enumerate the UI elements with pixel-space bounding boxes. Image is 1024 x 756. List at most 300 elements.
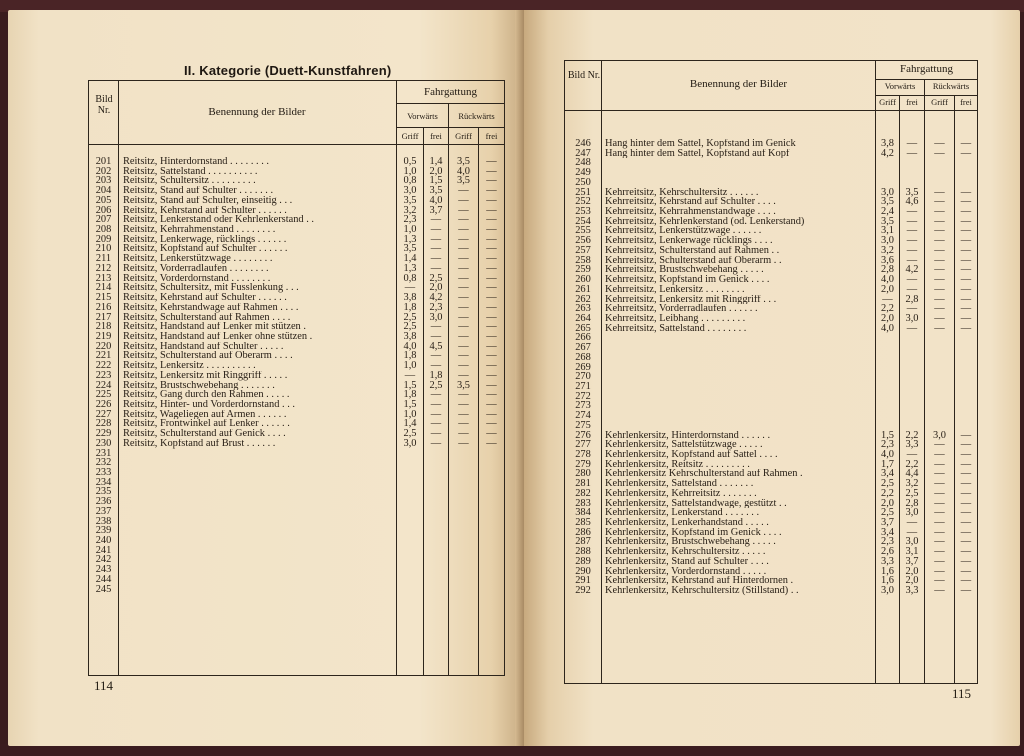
vorwaerts-frei-cell: 3,0 [905, 537, 919, 548]
vorwaerts-griff-cell: 2,3 [881, 440, 894, 450]
rueckwaerts-griff-cell: — [458, 293, 469, 303]
bild-name-cell: Reitsitz, Wageliegen auf Armen . . . . . . [123, 409, 287, 420]
vorwaerts-frei-cell: 3,7 [905, 556, 919, 567]
bild-name-cell: Hang hinter dem Sattel, Kopfstand auf Kopf [605, 148, 790, 159]
bild-name-cell: Kehrlenkersitz, Vorderdornstand . . . . . [605, 566, 767, 577]
vorwaerts-frei-cell: — [906, 216, 918, 227]
vorwaerts-griff-cell: 3,5 [403, 195, 417, 206]
bild-number-cell: 283 [575, 498, 591, 509]
vorwaerts-griff-cell: 3,4 [881, 527, 894, 538]
bild-number-cell: 230 [95, 438, 112, 449]
rueckwaerts-griff-cell: — [458, 244, 469, 255]
rueckwaerts-frei-column [955, 139, 977, 596]
bild-number-cell: 262 [575, 294, 591, 305]
bild-number-cell: 201 [95, 157, 112, 167]
bild-name-cell: Reitsitz, Kehrrahmenstand . . . . . . . . [123, 225, 276, 235]
bild-name-cell: Kehrlenkersitz, Kehrreitsitz . . . . . . . [605, 488, 757, 499]
bild-name-cell: Reitsitz, Handstand auf Schulter . . . . . [123, 341, 284, 352]
rueckwaerts-frei-cell: — [486, 244, 497, 255]
bild-number-cell: 280 [575, 469, 591, 480]
rueckwaerts-frei-cell [955, 401, 977, 411]
griff-header: Griff [455, 131, 472, 141]
vorwaerts-frei-cell: — [430, 263, 442, 274]
vorwaerts-griff-cell [876, 353, 899, 363]
bild-name-cell [605, 372, 873, 382]
bild-number-cell: 245 [95, 584, 112, 595]
rueckwaerts-frei-cell: — [486, 409, 497, 420]
bild-number-cell: 226 [95, 399, 112, 410]
rueckwaerts-frei-cell [955, 333, 977, 343]
rueckwaerts-frei-cell: — [486, 331, 497, 342]
vorwaerts-griff-cell [876, 401, 899, 411]
bild-name-cell: Kehrlenkersitz, Brustschwebehang . . . . . [605, 537, 776, 548]
bild-name-cell [605, 343, 873, 353]
bild-name-column [123, 157, 393, 449]
rueckwaerts-griff-cell: — [458, 438, 469, 449]
bild-number-cell: 225 [95, 390, 112, 400]
bild-number-cell: 246 [575, 139, 591, 149]
bild-name-cell: Reitsitz, Schultersitz . . . . . . . . . [123, 176, 256, 187]
benennung-header: Benennung der Bilder [689, 78, 788, 90]
vorwaerts-griff-cell [876, 421, 899, 431]
vorwaerts-frei-cell [900, 178, 924, 188]
rueckwaerts-griff-cell: — [934, 440, 945, 450]
bild-number-cell: 220 [95, 341, 112, 352]
vorwaerts-griff-cell: 3,2 [403, 205, 417, 216]
vorwaerts-griff-cell: 0,8 [403, 176, 417, 187]
bild-number-cell: 290 [575, 566, 591, 577]
bild-number-cell: 206 [95, 205, 112, 216]
vorwaerts-frei-cell [900, 401, 924, 411]
rueckwaerts-frei-cell: — [960, 236, 972, 246]
bild-number-cell: 260 [575, 275, 591, 285]
vorwaerts-griff-column [876, 139, 899, 596]
vorwaerts-griff-cell: 1,4 [403, 254, 417, 264]
rueckwaerts-frei-cell [955, 158, 977, 168]
rueckwaerts-frei-cell: — [486, 429, 497, 439]
fahrgattung-header: Fahrgattung [424, 86, 477, 98]
vorwaerts-griff-cell: 3,1 [881, 226, 894, 237]
bild-number-cell: 273 [575, 401, 591, 412]
bild-name-cell: Kehrlenkersitz, Lenkerhandstand . . . . . [605, 518, 769, 528]
bild-number-cell: 274 [575, 411, 591, 421]
bild-number-cell: 221 [95, 351, 112, 362]
rueckwaerts-frei-cell: — [486, 157, 497, 167]
vorwaerts-griff-cell: 1,5 [881, 430, 894, 441]
rueckwaerts-griff-cell: — [458, 341, 469, 352]
bild-name-cell: Kehrreitsitz, Lenkerwage rücklings . . . . [605, 236, 773, 246]
rueckwaerts-frei-cell: — [960, 294, 972, 305]
rueckwaerts-griff-cell: — [934, 469, 945, 480]
vorwaerts-frei-cell: — [906, 148, 918, 159]
vorwaerts-frei-cell: 3,7 [429, 205, 443, 216]
rueckwaerts-griff-cell: — [934, 294, 945, 305]
vorwaerts-frei-cell [900, 421, 924, 431]
rueckwaerts-griff-cell: — [934, 459, 945, 470]
rueckwaerts-frei-cell: — [486, 438, 497, 449]
vorwaerts-griff-cell [876, 411, 899, 421]
bild-number-cell: 236 [95, 497, 112, 507]
bild-name-cell: Kehrreitsitz, Leibhang . . . . . . . . . [605, 313, 746, 324]
vorwaerts-frei-cell: 4,5 [429, 341, 443, 352]
vorwaerts-frei-cell: — [430, 429, 442, 439]
bild-name-cell: Reitsitz, Lenkersitz . . . . . . . . . . [123, 361, 256, 371]
rueckwaerts-frei-cell: — [486, 302, 497, 313]
bild-number-cell: 286 [575, 527, 591, 538]
bild-name-cell: Reitsitz, Sattelstand . . . . . . . . . . [123, 166, 258, 177]
vorwaerts-frei-cell: 1,8 [429, 370, 443, 381]
vorwaerts-griff-cell: 0,5 [403, 157, 417, 167]
benennung-header: Benennung der Bilder [208, 106, 306, 118]
vorwaerts-griff-cell: 2,0 [881, 498, 894, 509]
page-number-right: 115 [952, 686, 972, 701]
bild-name-cell: Kehrreitsitz, Kehrlenkerstand (od. Lenkerstand) [605, 216, 805, 227]
left-table [88, 80, 505, 676]
rueckwaerts-frei-cell: — [960, 207, 972, 217]
rueckwaerts-frei-cell: — [486, 390, 497, 400]
vorwaerts-griff-cell: 1,7 [881, 459, 894, 470]
vorwaerts-frei-cell: — [430, 438, 442, 449]
vorwaerts-frei-cell: — [906, 518, 918, 528]
rueckwaerts-frei-cell: — [960, 498, 972, 509]
rueckwaerts-frei-cell: — [960, 187, 972, 198]
rueckwaerts-griff-cell: — [458, 195, 469, 206]
rueckwaerts-frei-cell: — [486, 370, 497, 381]
vorwaerts-griff-cell: 2,5 [881, 508, 894, 519]
bild-name-cell: Reitsitz, Gang durch den Rahmen . . . . . [123, 390, 290, 400]
bild-number-cell: 217 [95, 312, 112, 323]
vorwaerts-griff-cell: 2,6 [881, 547, 894, 557]
fahrgattung-header: Fahrgattung [900, 63, 953, 75]
vorwaerts-frei-cell: 4,2 [905, 265, 919, 276]
rueckwaerts-frei-cell: — [960, 508, 972, 519]
rueckwaerts-griff-cell [925, 343, 954, 353]
bild-nr-header: Bild Nr. [567, 70, 601, 81]
bild-number-cell: 259 [575, 265, 591, 276]
griff-header: Griff [401, 131, 419, 141]
rueckwaerts-frei-cell: — [486, 361, 497, 371]
rueckwaerts-frei-cell [955, 392, 977, 402]
rueckwaerts-frei-cell: — [486, 351, 497, 362]
rueckwaerts-griff-cell: — [934, 236, 945, 246]
vorwaerts-griff-cell: — [404, 370, 416, 381]
vorwaerts-griff-cell: 3,7 [881, 518, 894, 528]
rueckwaerts-griff-cell: — [458, 215, 469, 226]
bild-name-cell: Kehrreitsitz, Sattelstand . . . . . . . . [605, 323, 747, 334]
vorwaerts-griff-cell [876, 333, 899, 343]
bild-name-cell: Reitsitz, Lenkerstand oder Kehrlenkerstand . . [123, 215, 315, 226]
vorwaerts-frei-cell: 3,1 [905, 547, 919, 557]
vorwaerts-frei-cell: — [906, 527, 918, 538]
rueckwaerts-griff-cell: — [934, 479, 945, 489]
rueckwaerts-frei-cell: — [486, 341, 497, 352]
bild-number-cell: 255 [575, 226, 591, 237]
rueckwaerts-frei-cell: — [960, 556, 972, 567]
rueckwaerts-frei-cell: — [486, 380, 497, 391]
vorwaerts-frei-cell: 1,5 [429, 176, 443, 187]
rueckwaerts-frei-cell: — [960, 226, 972, 237]
rueckwaerts-griff-cell: — [934, 537, 945, 548]
rueckwaerts-frei-cell: — [960, 284, 972, 295]
vorwaerts-griff-cell: 2,8 [881, 265, 894, 276]
vorwaerts-frei-cell: — [430, 254, 442, 264]
bild-number-cell: 256 [575, 236, 591, 246]
rueckwaerts-frei-cell: — [960, 469, 972, 480]
vorwaerts-frei-cell: — [430, 419, 442, 430]
vorwaerts-griff-cell: 4,0 [881, 323, 894, 334]
rueckwaerts-frei-cell: — [960, 323, 972, 334]
rueckwaerts-griff-cell: — [458, 390, 469, 400]
bild-name-cell: Kehrlenkersitz, Reitsitz . . . . . . . . . [605, 459, 750, 470]
vorwaerts-frei-cell: — [906, 304, 918, 314]
right-page [524, 10, 1020, 746]
bild-name-cell: Kehrreitsitz, Vorderradlaufen . . . . . . [605, 304, 758, 314]
bild-name-cell: Reitsitz, Kehrstand auf Schulter . . . . . . [123, 293, 287, 303]
rueckwaerts-frei-cell: — [486, 205, 497, 216]
rueckwaerts-griff-cell [925, 372, 954, 382]
rueckwaerts-frei-cell: — [960, 479, 972, 489]
rueckwaerts-griff-cell: — [458, 225, 469, 235]
vorwaerts-frei-cell: — [430, 361, 442, 371]
bild-number-cell: 288 [575, 547, 591, 557]
bild-number-cell: 223 [95, 370, 112, 381]
bild-name-cell: Reitsitz, Stand auf Schulter, einseitig . . . [123, 195, 293, 206]
vorwaerts-griff-cell [876, 178, 899, 188]
rueckwaerts-frei-cell [955, 421, 977, 431]
rueckwaerts-frei-cell: — [486, 263, 497, 274]
vorwaerts-frei-column [424, 157, 448, 449]
bild-number-cell: 264 [575, 313, 591, 324]
rueckwaerts-griff-cell: — [934, 518, 945, 528]
vorwaerts-frei-cell [900, 382, 924, 392]
bild-number-cell: 210 [95, 244, 112, 255]
vorwaerts-frei-cell [900, 411, 924, 421]
vorwaerts-frei-cell: 2,0 [429, 166, 443, 177]
rueckwaerts-griff-cell: — [934, 547, 945, 557]
bild-name-cell: Reitsitz, Hinter- und Vorderdornstand . . . [123, 399, 295, 410]
bild-number-cell: 211 [95, 254, 112, 264]
rueckwaerts-frei-cell [955, 178, 977, 188]
rueckwaerts-griff-cell: — [934, 207, 945, 217]
rueckwaerts-frei-cell: — [960, 440, 972, 450]
bild-name-cell [605, 363, 873, 373]
vorwaerts-griff-cell: 2,2 [881, 488, 894, 499]
rueckwaerts-griff-cell: — [934, 304, 945, 314]
bild-name-cell [605, 392, 873, 402]
bild-number-cell: 253 [575, 207, 591, 217]
bild-number-cell: 228 [95, 419, 112, 430]
rueckwaerts-griff-cell: 4,0 [457, 166, 470, 177]
bild-name-cell [605, 411, 873, 421]
rueckwaerts-griff-cell: — [934, 498, 945, 509]
bild-name-cell: Hang hinter dem Sattel, Kopfstand im Genick [605, 139, 796, 149]
vorwaerts-griff-cell: 1,0 [403, 225, 417, 235]
rueckwaerts-griff-cell: — [458, 312, 469, 323]
vorwaerts-griff-cell: 2,4 [881, 207, 894, 217]
vorwaerts-griff-cell: 3,5 [403, 244, 417, 255]
bild-name-cell: Reitsitz, Hinterdornstand . . . . . . . . [123, 157, 270, 167]
vorwaerts-griff-cell [876, 168, 899, 178]
bild-number-cell: 248 [575, 158, 591, 169]
bild-number-cell: 275 [575, 420, 591, 431]
vorwaerts-frei-cell: — [430, 399, 442, 410]
vorwaerts-griff-cell: 4,2 [881, 148, 894, 159]
vorwaerts-frei-cell: 2,2 [905, 459, 919, 470]
vorwaerts-frei-cell: 3,5 [905, 187, 919, 198]
rueckwaerts-griff-cell: 3,0 [933, 430, 946, 441]
bild-number-cell: 278 [575, 450, 591, 460]
rueckwaerts-frei-cell: — [486, 322, 497, 332]
rueckwaerts-griff-cell [925, 178, 954, 188]
vorwaerts-frei-cell: 4,4 [905, 469, 919, 480]
vorwaerts-header: Vorwärts [407, 111, 438, 121]
bild-number-cell: 269 [575, 362, 591, 373]
bild-name-cell [605, 158, 873, 168]
vorwaerts-frei-cell: 4,6 [905, 197, 919, 208]
bild-name-cell: Kehrreitsitz, Kopfstand im Genick . . . . [605, 275, 770, 285]
rueckwaerts-griff-cell [925, 411, 954, 421]
rueckwaerts-griff-cell: — [934, 313, 945, 324]
vorwaerts-griff-cell [876, 363, 899, 373]
rueckwaerts-frei-cell [955, 382, 977, 392]
vorwaerts-griff-cell: 3,4 [881, 469, 894, 480]
bild-name-cell: Kehrreitsitz, Lenkerstützwage . . . . . . [605, 226, 762, 237]
rueckwaerts-griff-cell: — [458, 419, 469, 430]
rueckwaerts-frei-cell: — [486, 273, 497, 284]
rueckwaerts-frei-cell: — [960, 547, 972, 557]
vorwaerts-frei-cell: 3,5 [429, 186, 443, 196]
bild-number-cell: 205 [95, 195, 112, 206]
rueckwaerts-frei-cell: — [486, 225, 497, 235]
rueckwaerts-frei-cell: — [486, 254, 497, 264]
rueckwaerts-frei-cell: — [486, 186, 497, 196]
vorwaerts-frei-cell: — [430, 234, 442, 245]
rueckwaerts-frei-cell: — [960, 313, 972, 324]
vorwaerts-griff-cell: 2,5 [403, 312, 417, 323]
bild-number-cell: 203 [95, 176, 112, 187]
bild-name-cell: Kehrlenkersitz, Sattelstützwage . . . . . [605, 440, 763, 450]
rueckwaerts-frei-cell: — [960, 527, 972, 538]
bild-name-cell: Reitsitz, Stand auf Schulter . . . . . . . [123, 186, 274, 196]
bild-number-cell: 272 [575, 391, 591, 402]
bild-number-cell: 281 [575, 479, 591, 489]
rueckwaerts-griff-cell [925, 353, 954, 363]
bild-name-cell: Reitsitz, Lenkerstützwage . . . . . . . . [123, 254, 273, 264]
right-table [564, 60, 978, 684]
rueckwaerts-header: Rückwärts [932, 81, 970, 91]
rueckwaerts-griff-column [449, 157, 478, 449]
vorwaerts-frei-cell: — [906, 236, 918, 246]
vorwaerts-griff-cell: 1,6 [881, 566, 894, 577]
vorwaerts-frei-cell [900, 392, 924, 402]
rueckwaerts-griff-column [925, 139, 954, 596]
vorwaerts-griff-cell: 3,2 [881, 245, 894, 256]
bild-number-cell: 267 [575, 343, 591, 353]
rueckwaerts-griff-cell [925, 392, 954, 402]
rueckwaerts-griff-cell: — [934, 323, 945, 334]
bild-number-cell: 208 [95, 225, 112, 235]
rueckwaerts-frei-cell: — [960, 576, 972, 587]
bild-number-cell: 240 [95, 536, 112, 546]
rueckwaerts-frei-cell [955, 168, 977, 178]
bild-name-column [605, 139, 873, 596]
rueckwaerts-griff-cell: — [934, 566, 945, 577]
bild-name-cell [605, 401, 873, 411]
bild-number-cell: 291 [575, 576, 591, 587]
bild-number-cell: 238 [95, 516, 112, 527]
bild-number-cell: 218 [95, 322, 112, 332]
rueckwaerts-frei-cell: — [960, 139, 972, 149]
vorwaerts-frei-cell: 2,8 [905, 498, 919, 509]
rueckwaerts-frei-cell: — [960, 488, 972, 499]
vorwaerts-frei-cell: — [906, 323, 918, 334]
vorwaerts-griff-cell: 3,5 [881, 197, 894, 208]
frei-header: frei [430, 131, 442, 141]
rueckwaerts-frei-column [479, 157, 504, 449]
vorwaerts-griff-cell: 1,8 [403, 390, 417, 400]
bild-name-cell: Reitsitz, Kopfstand auf Brust . . . . . . [123, 438, 276, 449]
rueckwaerts-griff-cell [925, 421, 954, 431]
bild-name-cell: Kehrlenkersitz, Kopfstand im Genick . . . . [605, 527, 782, 538]
vorwaerts-frei-cell: 2,0 [905, 576, 919, 587]
rueckwaerts-griff-cell: — [458, 331, 469, 342]
vorwaerts-frei-cell: — [430, 351, 442, 362]
bild-number-cell: 241 [95, 545, 112, 556]
rueckwaerts-griff-cell [925, 158, 954, 168]
vorwaerts-griff-cell: 3,0 [881, 236, 894, 246]
bild-name-cell: Reitsitz, Schultersitz, mit Fusslenkung . . . [123, 283, 299, 294]
vorwaerts-griff-cell: — [404, 283, 416, 294]
bild-name-cell: Kehrlenkersitz, Stand auf Schulter . . . . [605, 556, 769, 567]
bild-number-cell: 270 [575, 372, 591, 382]
bild-name-cell: Kehrlenkersitz, Hinterdornstand . . . . . . [605, 430, 771, 441]
rueckwaerts-griff-cell: — [934, 197, 945, 208]
vorwaerts-griff-cell: 4,0 [403, 341, 417, 352]
rueckwaerts-griff-cell: — [458, 429, 469, 439]
bild-number-cell: 215 [95, 293, 112, 303]
bild-nr-header: Bild Nr. [95, 94, 113, 116]
bild-name-cell: Kehrreitsitz, Lenkersitz mit Ringgriff . . . [605, 294, 777, 305]
vorwaerts-griff-cell: 3,6 [881, 255, 894, 266]
rueckwaerts-griff-cell [925, 168, 954, 178]
rueckwaerts-griff-cell: — [934, 576, 945, 587]
bild-number-cell: 265 [575, 323, 591, 334]
vorwaerts-griff-cell: 2,3 [881, 537, 894, 548]
rueckwaerts-griff-cell: — [934, 284, 945, 295]
rueckwaerts-frei-cell: — [486, 419, 497, 430]
vorwaerts-griff-cell: 3,0 [403, 186, 417, 196]
bild-name-cell: Kehrreitsitz, Kehrrahmenstandwage . . . . [605, 207, 776, 217]
bild-number-cell: 235 [95, 487, 112, 498]
vorwaerts-frei-cell: — [430, 215, 442, 226]
bild-name-cell: Reitsitz, Schulterstand auf Oberarm . . . . [123, 351, 293, 362]
vorwaerts-frei-cell: 3,0 [905, 508, 919, 519]
vorwaerts-frei-cell: — [430, 225, 442, 235]
bild-name-cell: Kehrlenkersitz, Sattelstandwage, gestützt . . [605, 498, 787, 509]
vorwaerts-frei-cell: 2,5 [905, 488, 919, 499]
bild-name-cell: Kehrlenkersitz, Kehrschultersitz (Stillstand) . . [605, 586, 799, 596]
griff-header: Griff [931, 97, 948, 107]
rueckwaerts-frei-cell: — [486, 293, 497, 303]
rueckwaerts-griff-cell: — [934, 488, 945, 499]
rueckwaerts-frei-cell: — [486, 195, 497, 206]
rueckwaerts-griff-cell: 3,5 [457, 176, 470, 187]
bild-name-cell: Reitsitz, Lenkersitz mit Ringgriff . . . . . [123, 370, 288, 381]
rueckwaerts-griff-cell: — [934, 508, 945, 519]
rueckwaerts-frei-cell: — [486, 283, 497, 294]
bild-name-cell [605, 382, 873, 392]
vorwaerts-griff-cell: 1,0 [403, 166, 417, 177]
